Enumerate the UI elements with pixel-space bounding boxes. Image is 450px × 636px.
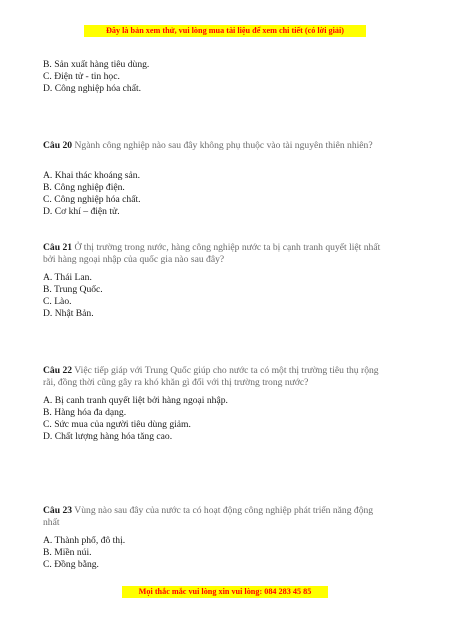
question-number: Câu 21 (43, 242, 73, 253)
option-c: C. Công nghiệp hóa chất. (43, 194, 141, 205)
preview-notice-banner: Đây là bản xem thử, vui lòng mua tài liệu để xem chi tiết (có lời giải) (84, 25, 366, 37)
option-a: A. Thái Lan. (43, 272, 92, 283)
option-c: C. Đồng bằng. (43, 559, 99, 570)
question-text: Ở thị trường trong nước, hàng công nghiệp nước ta bị cạnh tranh quyết liệt nhất bởi hàng ngoại nhập của quốc gia nào sau đây? (43, 242, 381, 265)
question-number: Câu 20 (43, 140, 73, 151)
option-d: D. Chất lượng hàng hóa tăng cao. (43, 431, 173, 442)
question-number: Câu 22 (43, 365, 73, 376)
prev-option-b: B. Sản xuất hàng tiêu dùng. (43, 59, 150, 70)
contact-banner: Mọi thắc mắc vui lòng xin vui lòng: 084 283 45 85 (122, 586, 328, 598)
question-21 (43, 242, 383, 266)
option-d: D. Cơ khí – điện tử. (43, 206, 120, 217)
prev-option-c: C. Điện tử - tin học. (43, 71, 120, 82)
prev-option-d: D. Công nghiệp hóa chất. (43, 83, 142, 94)
option-a: A. Bị canh tranh quyết liệt bởi hàng ngoại nhập. (43, 395, 228, 406)
question-text: Ngành công nghiệp nào sau đây không phụ thuộc vào tài nguyên thiên nhiên? (74, 140, 373, 151)
option-b: B. Công nghiệp điện. (43, 182, 125, 193)
option-b: B. Trung Quốc. (43, 284, 103, 295)
option-c: C. Sức mua của người tiêu dùng giảm. (43, 419, 191, 430)
option-b: B. Hàng hóa đa dạng. (43, 407, 127, 418)
option-a: A. Khai thác khoáng sản. (43, 170, 140, 181)
option-d: D. Nhật Bản. (43, 308, 94, 319)
question-text: Việc tiếp giáp với Trung Quốc giúp cho nước ta có một thị trường tiêu thụ rộng rãi, đồng thời cũng gây ra khó khăn gì đối với thị trường trong nước? (43, 365, 379, 388)
option-c: C. Lào. (43, 296, 72, 307)
question-22 (43, 365, 383, 389)
question-23 (43, 505, 383, 529)
option-b: B. Miền núi. (43, 547, 92, 558)
question-number: Câu 23 (43, 505, 73, 516)
option-a: A. Thành phố, đô thị. (43, 535, 126, 546)
question-text: Vùng nào sau đây của nước ta có hoạt động công nghiệp phát triển năng động nhất (43, 505, 374, 528)
question-20 (43, 140, 383, 152)
